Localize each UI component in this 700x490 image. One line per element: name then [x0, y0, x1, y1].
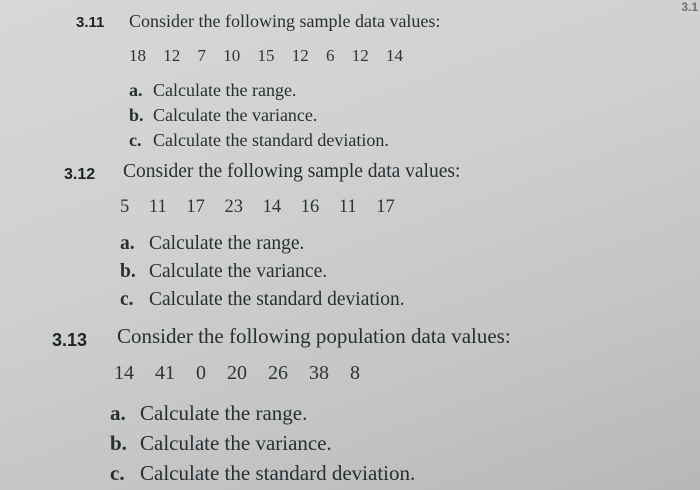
- data-value: 0: [196, 362, 206, 384]
- data-value: 12: [351, 46, 369, 65]
- part-c: [110, 458, 415, 488]
- data-value: 10: [223, 46, 241, 65]
- part-a: [110, 398, 415, 428]
- part-b: [129, 103, 389, 128]
- data-value: 8: [350, 362, 360, 384]
- problem-prompt: Consider the following sample data values:: [129, 11, 441, 31]
- part-a: [129, 78, 389, 103]
- part-c: [129, 128, 389, 153]
- part-letter: c.: [120, 289, 134, 310]
- part-b: [120, 258, 405, 286]
- data-value: 17: [376, 197, 395, 217]
- data-value: 14: [114, 362, 134, 384]
- part-letter: a.: [129, 80, 143, 100]
- part-letter: b.: [120, 261, 136, 282]
- data-value: 15: [257, 46, 275, 65]
- problem-prompt: Consider the following population data values:: [117, 324, 511, 348]
- data-value: 7: [197, 46, 206, 65]
- data-value: 18: [129, 46, 146, 65]
- part-letter: c.: [110, 461, 125, 485]
- part-text: Calculate the range.: [140, 401, 308, 425]
- data-value: 23: [224, 197, 243, 217]
- part-letter: b.: [129, 105, 144, 125]
- data-value: 5: [120, 197, 130, 217]
- data-values: [120, 197, 410, 218]
- data-value: 26: [268, 362, 288, 384]
- data-value: 20: [227, 362, 247, 384]
- part-letter: b.: [110, 431, 127, 455]
- part-text: Calculate the standard deviation.: [153, 130, 389, 150]
- part-text: Calculate the standard deviation.: [149, 289, 405, 310]
- part-text: Calculate the variance.: [140, 431, 332, 455]
- problem-number: 3.12: [64, 166, 96, 183]
- data-values: [114, 362, 376, 385]
- part-list: [110, 398, 415, 488]
- data-value: 17: [186, 197, 205, 217]
- data-value: 14: [262, 197, 282, 217]
- data-value: 12: [291, 46, 309, 65]
- data-value: 38: [309, 362, 329, 384]
- part-c: [120, 286, 405, 314]
- data-value: 12: [163, 46, 181, 65]
- part-letter: a.: [120, 233, 135, 254]
- part-letter: a.: [110, 401, 126, 425]
- data-values: [129, 46, 416, 66]
- part-text: Calculate the range.: [153, 80, 297, 100]
- part-letter: c.: [129, 130, 142, 150]
- corner-problem-number: 3.1: [681, 0, 698, 14]
- data-value: 14: [386, 46, 403, 65]
- problem-number: 3.13: [52, 330, 88, 350]
- data-value: 11: [148, 197, 167, 217]
- problem-prompt: Consider the following sample data values:: [123, 161, 461, 182]
- part-text: Calculate the variance.: [153, 105, 318, 125]
- part-list: [120, 230, 405, 314]
- data-value: 41: [155, 362, 175, 384]
- part-list: [129, 78, 389, 153]
- part-a: [120, 230, 405, 258]
- part-text: Calculate the variance.: [149, 261, 328, 282]
- part-text: Calculate the standard deviation.: [140, 461, 416, 485]
- part-text: Calculate the range.: [149, 233, 305, 254]
- data-value: 11: [338, 197, 357, 217]
- part-b: [110, 428, 415, 458]
- data-value: 6: [326, 46, 335, 65]
- data-value: 16: [300, 197, 320, 217]
- problem-number: 3.11: [76, 14, 105, 31]
